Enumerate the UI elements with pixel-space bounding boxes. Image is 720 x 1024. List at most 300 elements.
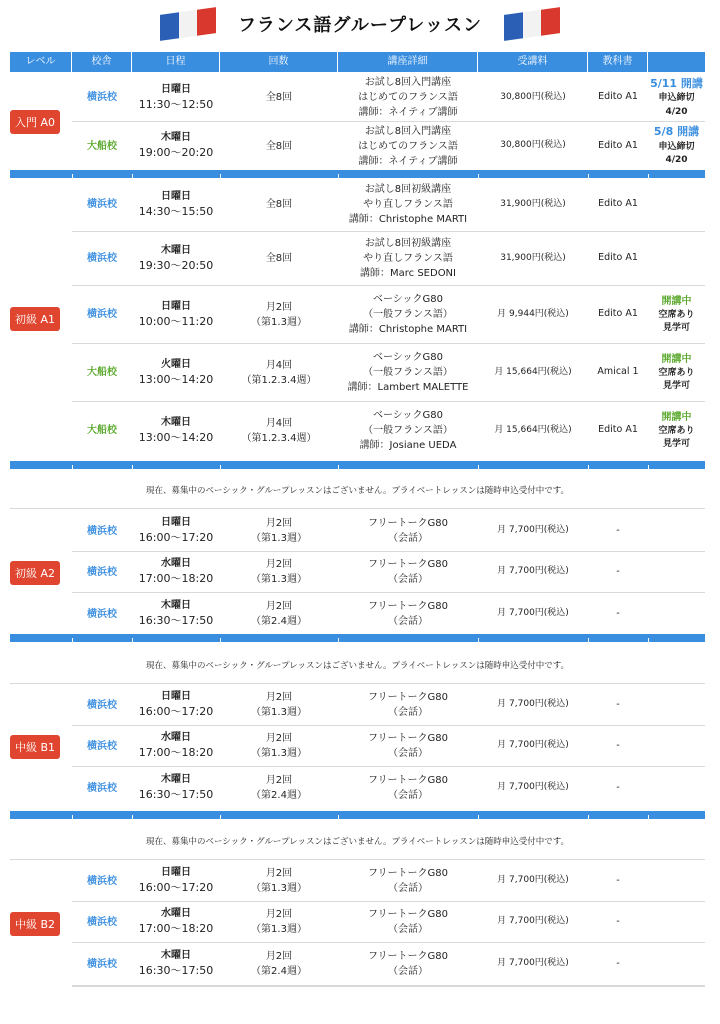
count-weeks: （第1.3週） bbox=[251, 748, 307, 759]
header-textbook: 教科書 bbox=[588, 52, 648, 72]
detail-line: はじめてのフランス語 bbox=[358, 140, 458, 152]
table-row bbox=[72, 726, 705, 767]
detail-line: ベーシックG80 bbox=[372, 294, 444, 305]
status-cell bbox=[648, 286, 705, 343]
header-school: 校舎 bbox=[72, 52, 132, 72]
detail-line: お試し8回入門講座 bbox=[364, 125, 452, 137]
time-range: 16:30〜17:50 bbox=[138, 964, 214, 978]
detail-line: やり直しフランス語 bbox=[363, 253, 453, 264]
school-name: 大船校 bbox=[87, 367, 117, 378]
fee-value: 月 9,944円(税込) bbox=[497, 308, 569, 319]
detail-cell bbox=[338, 344, 478, 401]
schedule-cell bbox=[132, 122, 220, 170]
detail-line: お試し8回初級講座 bbox=[364, 238, 452, 249]
weekday: 日曜日 bbox=[161, 83, 191, 95]
status-sub: 見学可 bbox=[662, 381, 690, 391]
detail-line: はじめてのフランス語 bbox=[358, 92, 458, 103]
count-weeks: （第1.3週） bbox=[251, 533, 307, 544]
level-badge: 中級 B2 bbox=[10, 912, 60, 936]
schedule-cell bbox=[132, 552, 220, 592]
level-group bbox=[10, 178, 705, 459]
count-main: 月2回 bbox=[265, 301, 293, 313]
detail-cell bbox=[338, 232, 478, 285]
detail-line: ベーシックG80 bbox=[372, 410, 444, 421]
teacher-line: 講師：Marc SEDONI bbox=[360, 268, 456, 279]
time-range: 17:00〜18:20 bbox=[138, 572, 214, 586]
time-range: 13:00〜14:20 bbox=[138, 372, 214, 386]
time-range: 13:00〜14:20 bbox=[138, 430, 214, 444]
textbook-cell bbox=[588, 593, 648, 635]
table-row bbox=[72, 122, 705, 170]
textbook-value: - bbox=[616, 915, 620, 927]
schedule-cell bbox=[132, 178, 220, 231]
detail-cell bbox=[338, 286, 478, 343]
textbook-cell bbox=[588, 552, 648, 592]
count-weeks: （第2.4週） bbox=[251, 616, 307, 627]
fee-value: 月 7,700円(税込) bbox=[497, 958, 569, 969]
count-weeks: （第1.3週） bbox=[251, 707, 307, 718]
status-badge: 開講中 bbox=[661, 295, 692, 307]
school-name: 大船校 bbox=[87, 140, 117, 152]
count-weeks: （第1.2.3.4週） bbox=[241, 374, 317, 386]
table-row bbox=[72, 511, 705, 552]
textbook-cell bbox=[588, 726, 648, 766]
school-name: 横浜校 bbox=[87, 525, 117, 537]
detail-line: （会話） bbox=[388, 790, 428, 801]
status-sub: 空席あり bbox=[658, 309, 695, 320]
count-main: 全8回 bbox=[265, 199, 293, 210]
schedule-cell bbox=[132, 344, 220, 401]
count-cell bbox=[220, 943, 338, 985]
weekday: 木曜日 bbox=[161, 244, 191, 256]
school-name: 横浜校 bbox=[87, 740, 117, 752]
schedule-cell bbox=[132, 726, 220, 766]
count-cell bbox=[220, 344, 338, 401]
school-cell bbox=[72, 511, 132, 551]
table-row bbox=[72, 402, 705, 459]
count-main: 月4回 bbox=[265, 417, 293, 429]
fee-cell bbox=[478, 74, 588, 121]
fee-cell bbox=[478, 552, 588, 592]
fee-cell bbox=[478, 943, 588, 985]
weekday: 日曜日 bbox=[161, 190, 191, 202]
detail-line: フリートークG80 bbox=[367, 775, 449, 786]
detail-cell bbox=[338, 943, 478, 985]
detail-line: ベーシックG80 bbox=[372, 352, 444, 363]
level-badge: 入門 A0 bbox=[10, 110, 60, 134]
status-sub: 申込締切 4/20 bbox=[658, 93, 695, 117]
school-name: 大船校 bbox=[87, 425, 117, 436]
header-detail: 講座詳細 bbox=[338, 52, 478, 72]
fee-value: 月 7,700円(税込) bbox=[497, 740, 569, 751]
school-cell bbox=[72, 178, 132, 231]
textbook-cell bbox=[588, 286, 648, 343]
school-cell bbox=[72, 685, 132, 725]
textbook-value: - bbox=[616, 957, 620, 969]
textbook-cell bbox=[588, 232, 648, 285]
count-main: 月2回 bbox=[265, 909, 293, 920]
detail-line: フリートークG80 bbox=[367, 909, 449, 920]
section-divider bbox=[10, 811, 705, 819]
notice-text: 現在、募集中のベーシック・グループレッスンはございません。プライベートレッスンは随時申込受付中です。 bbox=[10, 473, 705, 509]
teacher-line: 講師：Christophe MARTI bbox=[348, 324, 468, 335]
school-cell bbox=[72, 943, 132, 985]
time-range: 16:30〜17:50 bbox=[138, 614, 214, 628]
time-range: 16:30〜17:50 bbox=[138, 788, 214, 802]
fee-cell bbox=[478, 511, 588, 551]
textbook-cell bbox=[588, 767, 648, 809]
school-name: 横浜校 bbox=[87, 566, 117, 578]
schedule-cell bbox=[132, 767, 220, 809]
detail-line: フリートークG80 bbox=[367, 601, 449, 612]
weekday: 火曜日 bbox=[161, 358, 191, 370]
fee-value: 月 15,664円(税込) bbox=[494, 424, 572, 435]
weekday: 日曜日 bbox=[161, 517, 191, 529]
count-weeks: （第1.2.3.4週） bbox=[241, 432, 317, 444]
status-cell bbox=[648, 74, 705, 121]
status-cell bbox=[648, 402, 705, 459]
fee-cell bbox=[478, 178, 588, 231]
school-cell bbox=[72, 593, 132, 635]
count-main: 全8回 bbox=[265, 253, 293, 264]
count-cell bbox=[220, 511, 338, 551]
textbook-value: - bbox=[616, 565, 620, 577]
detail-cell bbox=[338, 178, 478, 231]
time-range: 19:00〜20:20 bbox=[138, 146, 214, 160]
french-flag-icon bbox=[504, 7, 560, 41]
textbook-cell bbox=[588, 902, 648, 942]
fee-value: 月 7,700円(税込) bbox=[497, 875, 569, 886]
detail-cell bbox=[338, 685, 478, 725]
teacher-line: 講師：Christophe MARTI bbox=[348, 214, 468, 225]
status-cell bbox=[648, 122, 705, 170]
textbook-cell bbox=[588, 178, 648, 231]
count-cell bbox=[220, 767, 338, 809]
fee-cell bbox=[478, 122, 588, 170]
level-group bbox=[10, 685, 705, 809]
fee-cell bbox=[478, 402, 588, 459]
count-weeks: （第2.4週） bbox=[251, 790, 307, 801]
textbook-value: Edito A1 bbox=[598, 91, 638, 103]
school-cell bbox=[72, 232, 132, 285]
fee-value: 30,800円(税込) bbox=[500, 140, 566, 151]
detail-cell bbox=[338, 726, 478, 766]
detail-cell bbox=[338, 552, 478, 592]
time-range: 11:30〜12:50 bbox=[138, 97, 214, 111]
detail-line: （会話） bbox=[388, 966, 428, 977]
notice-text: 現在、募集中のベーシック・グループレッスンはございません。プライベートレッスンは随時申込受付中です。 bbox=[10, 824, 705, 860]
fee-cell bbox=[478, 902, 588, 942]
table-row bbox=[72, 552, 705, 593]
count-main: 月2回 bbox=[265, 559, 293, 570]
table-row bbox=[72, 286, 705, 344]
weekday: 木曜日 bbox=[161, 950, 191, 962]
status-badge: 開講中 bbox=[661, 353, 692, 365]
school-cell bbox=[72, 402, 132, 459]
school-cell bbox=[72, 726, 132, 766]
textbook-value: Edito A1 bbox=[598, 198, 638, 210]
count-main: 全8回 bbox=[265, 140, 293, 152]
table-row bbox=[72, 74, 705, 122]
count-main: 月2回 bbox=[265, 868, 293, 879]
detail-line: （会話） bbox=[388, 707, 428, 718]
table-header bbox=[10, 52, 705, 72]
weekday: 日曜日 bbox=[161, 867, 191, 879]
count-cell bbox=[220, 593, 338, 635]
textbook-value: - bbox=[616, 524, 620, 536]
schedule-cell bbox=[132, 286, 220, 343]
count-main: 月2回 bbox=[265, 518, 293, 529]
weekday: 木曜日 bbox=[161, 416, 191, 428]
fee-value: 31,900円(税込) bbox=[500, 198, 566, 209]
header-schedule: 日程 bbox=[132, 52, 220, 72]
count-main: 月2回 bbox=[265, 601, 293, 612]
detail-line: フリートークG80 bbox=[367, 733, 449, 744]
teacher-line: 講師：ネイティブ講師 bbox=[358, 107, 458, 118]
school-cell bbox=[72, 902, 132, 942]
section-divider bbox=[10, 461, 705, 469]
count-cell bbox=[220, 902, 338, 942]
fee-cell bbox=[478, 232, 588, 285]
school-cell bbox=[72, 122, 132, 170]
school-name: 横浜校 bbox=[87, 199, 117, 210]
fee-value: 月 7,700円(税込) bbox=[497, 608, 569, 619]
table-row bbox=[72, 861, 705, 902]
textbook-value: Amical 1 bbox=[597, 366, 639, 378]
weekday: 水曜日 bbox=[161, 558, 191, 570]
schedule-cell bbox=[132, 685, 220, 725]
school-name: 横浜校 bbox=[87, 699, 117, 711]
school-cell bbox=[72, 552, 132, 592]
header-level: レベル bbox=[10, 52, 72, 72]
fee-cell bbox=[478, 344, 588, 401]
schedule-cell bbox=[132, 902, 220, 942]
schedule-cell bbox=[132, 943, 220, 985]
status-badge: 5/11 開講 bbox=[650, 76, 703, 90]
textbook-cell bbox=[588, 402, 648, 459]
count-cell bbox=[220, 122, 338, 170]
fee-value: 31,900円(税込) bbox=[500, 252, 566, 263]
detail-line: フリートークG80 bbox=[367, 559, 449, 570]
count-weeks: （第1.3週） bbox=[251, 316, 307, 328]
detail-line: フリートークG80 bbox=[367, 951, 449, 962]
textbook-value: - bbox=[616, 874, 620, 886]
school-cell bbox=[72, 286, 132, 343]
status-badge: 5/8 開講 bbox=[653, 125, 700, 139]
detail-cell bbox=[338, 402, 478, 459]
page-title: フランス語グループレッスン bbox=[237, 15, 483, 36]
table-row bbox=[72, 943, 705, 986]
detail-line: フリートークG80 bbox=[367, 518, 449, 529]
school-name: 横浜校 bbox=[87, 782, 117, 794]
title-row bbox=[0, 0, 720, 48]
table-row bbox=[72, 232, 705, 286]
detail-cell bbox=[338, 122, 478, 170]
level-badge: 初級 A2 bbox=[10, 561, 60, 585]
count-cell bbox=[220, 178, 338, 231]
time-range: 10:00〜11:20 bbox=[138, 314, 214, 328]
notice-text: 現在、募集中のベーシック・グループレッスンはございません。プライベートレッスンは随時申込受付中です。 bbox=[10, 648, 705, 684]
count-cell bbox=[220, 552, 338, 592]
school-name: 横浜校 bbox=[87, 608, 117, 620]
fee-cell bbox=[478, 861, 588, 901]
section-divider bbox=[10, 634, 705, 642]
fee-cell bbox=[478, 726, 588, 766]
table-row bbox=[72, 344, 705, 402]
weekday: 木曜日 bbox=[161, 600, 191, 612]
level-group bbox=[10, 861, 705, 986]
count-weeks: （第2.4週） bbox=[251, 966, 307, 977]
table-row bbox=[72, 767, 705, 809]
count-cell bbox=[220, 726, 338, 766]
weekday: 木曜日 bbox=[161, 774, 191, 786]
detail-line: お試し8回初級講座 bbox=[364, 184, 452, 195]
detail-line: （一般フランス語） bbox=[363, 425, 453, 436]
table-row bbox=[72, 178, 705, 232]
school-cell bbox=[72, 74, 132, 121]
count-cell bbox=[220, 861, 338, 901]
count-cell bbox=[220, 286, 338, 343]
fee-cell bbox=[478, 685, 588, 725]
detail-cell bbox=[338, 902, 478, 942]
count-main: 全8回 bbox=[265, 92, 293, 103]
level-badge: 中級 B1 bbox=[10, 735, 60, 759]
detail-line: （一般フランス語） bbox=[363, 367, 453, 378]
textbook-value: - bbox=[616, 781, 620, 793]
time-range: 16:00〜17:20 bbox=[138, 705, 214, 719]
detail-cell bbox=[338, 74, 478, 121]
count-cell bbox=[220, 74, 338, 121]
level-group bbox=[10, 74, 705, 170]
fee-cell bbox=[478, 767, 588, 809]
textbook-value: Edito A1 bbox=[598, 308, 638, 320]
count-main: 月2回 bbox=[265, 733, 293, 744]
header-fee: 受講料 bbox=[478, 52, 588, 72]
level-group bbox=[10, 511, 705, 635]
detail-line: （会話） bbox=[388, 616, 428, 627]
textbook-value: - bbox=[616, 607, 620, 619]
time-range: 17:00〜18:20 bbox=[138, 746, 214, 760]
count-main: 月2回 bbox=[265, 951, 293, 962]
schedule-cell bbox=[132, 232, 220, 285]
level-badge: 初級 A1 bbox=[10, 307, 60, 331]
fee-value: 月 7,700円(税込) bbox=[497, 566, 569, 577]
time-range: 14:30〜15:50 bbox=[138, 204, 214, 218]
textbook-value: Edito A1 bbox=[598, 139, 638, 151]
table-bottom-line bbox=[72, 986, 705, 987]
detail-line: （会話） bbox=[388, 924, 428, 935]
detail-line: （会話） bbox=[388, 883, 428, 894]
fee-value: 月 7,700円(税込) bbox=[497, 782, 569, 793]
weekday: 日曜日 bbox=[161, 691, 191, 703]
detail-cell bbox=[338, 511, 478, 551]
status-sub: 申込締切 4/20 bbox=[658, 141, 695, 166]
school-name: 横浜校 bbox=[87, 958, 117, 970]
textbook-cell bbox=[588, 685, 648, 725]
time-range: 16:00〜17:20 bbox=[138, 881, 214, 895]
schedule-cell bbox=[132, 74, 220, 121]
status-sub: 空席あり bbox=[658, 367, 695, 378]
weekday: 水曜日 bbox=[161, 908, 191, 920]
teacher-line: 講師：Josiane UEDA bbox=[359, 440, 457, 451]
count-main: 月2回 bbox=[265, 692, 293, 703]
header-status bbox=[648, 52, 705, 72]
count-main: 月4回 bbox=[265, 359, 293, 371]
table-row bbox=[72, 685, 705, 726]
textbook-cell bbox=[588, 344, 648, 401]
french-flag-icon bbox=[160, 7, 216, 41]
textbook-value: Edito A1 bbox=[598, 252, 638, 264]
textbook-cell bbox=[588, 122, 648, 170]
school-cell bbox=[72, 861, 132, 901]
fee-cell bbox=[478, 286, 588, 343]
detail-line: お試し8回入門講座 bbox=[364, 77, 452, 88]
schedule-cell bbox=[132, 593, 220, 635]
count-weeks: （第1.3週） bbox=[251, 924, 307, 935]
detail-cell bbox=[338, 861, 478, 901]
status-sub: 空席あり bbox=[658, 425, 695, 436]
school-cell bbox=[72, 344, 132, 401]
count-weeks: （第1.3週） bbox=[251, 883, 307, 894]
fee-value: 30,800円(税込) bbox=[500, 91, 566, 102]
fee-value: 月 7,700円(税込) bbox=[497, 699, 569, 710]
detail-line: （一般フランス語） bbox=[363, 309, 453, 320]
detail-cell bbox=[338, 593, 478, 635]
schedule-cell bbox=[132, 511, 220, 551]
weekday: 水曜日 bbox=[161, 732, 191, 744]
status-cell bbox=[648, 344, 705, 401]
schedule-cell bbox=[132, 861, 220, 901]
textbook-cell bbox=[588, 861, 648, 901]
count-cell bbox=[220, 402, 338, 459]
time-range: 19:30〜20:50 bbox=[138, 258, 214, 272]
detail-line: やり直しフランス語 bbox=[363, 199, 453, 210]
count-main: 月2回 bbox=[265, 775, 293, 786]
school-name: 横浜校 bbox=[87, 309, 117, 320]
textbook-cell bbox=[588, 511, 648, 551]
school-name: 横浜校 bbox=[87, 253, 117, 264]
textbook-cell bbox=[588, 943, 648, 985]
textbook-value: Edito A1 bbox=[598, 424, 638, 436]
table-row bbox=[72, 902, 705, 943]
detail-line: フリートークG80 bbox=[367, 868, 449, 879]
section-divider bbox=[10, 170, 705, 178]
schedule-cell bbox=[132, 402, 220, 459]
fee-cell bbox=[478, 593, 588, 635]
school-name: 横浜校 bbox=[87, 916, 117, 928]
count-weeks: （第1.3週） bbox=[251, 574, 307, 585]
count-cell bbox=[220, 232, 338, 285]
status-sub: 見学可 bbox=[662, 439, 690, 449]
fee-value: 月 7,700円(税込) bbox=[497, 916, 569, 927]
detail-line: （会話） bbox=[388, 748, 428, 759]
table-row bbox=[72, 593, 705, 635]
school-name: 横浜校 bbox=[87, 92, 117, 103]
time-range: 16:00〜17:20 bbox=[138, 531, 214, 545]
header-count: 回数 bbox=[220, 52, 338, 72]
time-range: 17:00〜18:20 bbox=[138, 922, 214, 936]
teacher-line: 講師：Lambert MALETTE bbox=[347, 382, 469, 393]
textbook-value: - bbox=[616, 698, 620, 710]
status-badge: 開講中 bbox=[661, 411, 692, 423]
textbook-value: - bbox=[616, 739, 620, 751]
detail-cell bbox=[338, 767, 478, 809]
count-cell bbox=[220, 685, 338, 725]
fee-value: 月 7,700円(税込) bbox=[497, 525, 569, 536]
detail-line: （会話） bbox=[388, 574, 428, 585]
textbook-cell bbox=[588, 74, 648, 121]
teacher-line: 講師：ネイティブ講師 bbox=[358, 155, 458, 167]
